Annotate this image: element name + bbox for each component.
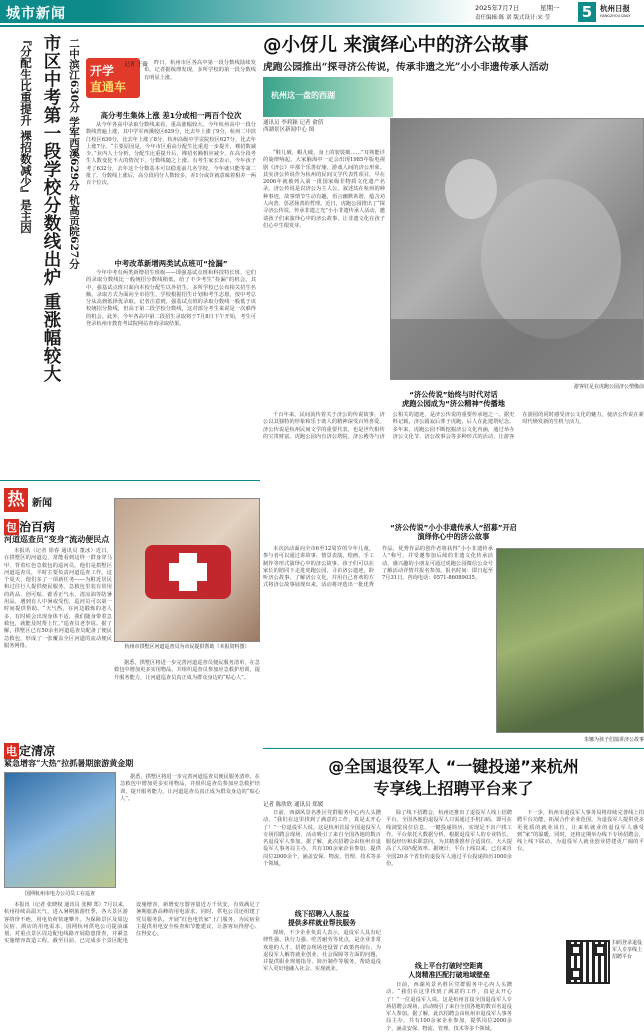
veteran-headline2: 专享线上招聘平台来了 xyxy=(373,779,534,798)
exam-sub2: 中考改革新增两类试点班可“捡漏” xyxy=(114,259,228,268)
page-number: 5 xyxy=(578,2,596,22)
legacy-sub2: “济公传说”小小非遗传承人“招募”开启 演绎你心中的济公故事 xyxy=(390,523,517,541)
hot-char: 热 xyxy=(4,488,28,512)
exam-vertical-headlines xyxy=(0,30,82,480)
hot-news-label xyxy=(4,488,84,512)
paper-name: 杭州日报 xyxy=(600,4,630,13)
veteran-bylines: 记者 陈欣欣 通讯员 郑媛 xyxy=(263,802,324,808)
hot-body2: 本报讯（记者 张晓权 通讯员 张柳 郑）7月以来，杭州持续高温天气，进入暑期旅游旺季，各大景区游客络绎不绝，用电负荷快速攀升。为保障景区及周边民宿、酒店的用电需求，国网杭州供电公司提前谋划，对重点景区周边配电线路开展隐患排查，并紧急实施增容改造工程。截至目前，已完成多个景区配电设施增容，新增变压器容量近万千伏安，有效满足了暑期旅游高峰的用电需求。同时，供电公司还组建了党员服务队，开展“红色电管家”上门服务，为民宿业主提供用电安全检查和节能建议，让游客玩得舒心、住得安心。 xyxy=(4,902,260,945)
hot-h1-sub: 河道巡查员“变身”流动便民点 xyxy=(4,534,110,544)
exam-subhead: 『分配生比重提升 裸招数减少』是主因 xyxy=(19,34,33,234)
legacy-banner-strip xyxy=(263,30,644,55)
veteran-headline1: @全国退役军人 “一键投递”来杭州 xyxy=(328,757,579,776)
veteran-body2: 现场，不少企业负责人表示，退役军人具有纪律性强、执行力强、吃苦耐劳等优点，是企业非常欢迎的人才。招聘会现场还设置了政策咨询台，为退役军人解答就业创业、社会保障等方面的问题，并提供职业规划指导、简历制作等服务，帮助退役军人更好地融入社会、实现就业。 xyxy=(263,930,381,973)
photo2-caption: 朱娜为孩子们演讲济公故事 xyxy=(583,737,644,743)
hot-sub: 新闻 xyxy=(32,498,52,509)
legacy-body1: 千百年来，民间流传着关于济公的传说故事，济公以其独特的形象和乐于助人的精神深受百姓喜爱。济公传说是杭州民间文学的重要代表，也是世代相传的宝贵财富。虎跑公园内有济公塔院、济公殿等与济公相关的遗迹，是济公传说的重要传承地之一。据史料记载，济公圆寂后葬于虎跑，后人在此建塔纪念。多年来，虎跑公园不断挖掘济公文化内涵，通过举办济公文化节、济公故事会等多种形式的活动，让游客在游园的同时感受济公文化的魅力，使济公传说在新时代焕发新的生机与活力。 xyxy=(263,412,644,440)
exam-body2: 今年中考有两类新增招生班级——即强基试点班和科技特长班，它们的录取分数线比一般统招分数线稍低，给了不少考生“捡漏”的机会。其中，强基试点班只面向本校分配生以外招生，多所学校已公布相关招生名额。录取方式为面向全市招生，学校根据招生计划和考生志愿，按中考总分从高到低择优录取。记者注意到，强基试点班的录取分数线一般低于该校统招分数线，但高于第二段学校分数线，这对部分考生来说是一次难得的机会。此外，今年各高中第二段招生录取将于7月8日下午开始，考生可登录杭州市教育考试院网站查询录取结果。 xyxy=(86,270,256,328)
veteran-sub1: 线下招聘入人报益 提供多样就业帮扶服务 xyxy=(288,910,356,927)
legacy-sub1: “济公传说”始终与时代对话 虎跑公园成为“济公精神”传播地 xyxy=(402,390,505,408)
h1-tag: 包 xyxy=(6,521,17,534)
statue-figure xyxy=(391,119,643,379)
hot-body1b: 据悉，拱墅区将进一步完善河道巡查员便民服务清单，在急救包中增加更多实用物品，并组织巡查员参加应急救护培训，提升服务能力，让河道巡查员真正成为群众身边的“贴心人”。 xyxy=(114,660,260,681)
veteran-body3b: 日前，西湖风景名胜区党群服务中心内人头攒动。“我们在这里找到了满意的工作，真是太开心了！”一位退役军人说。这是杭州首届全国退役军人专场招聘会现场，活动吸引了来自全国各地的数百名退役军人参加。据了解，此次招聘会由杭州市退役军人事务局主办，共有100余家企业参加，提供岗位2000余个，涵盖安保、物流、管理、技术等多个领域。 xyxy=(386,982,512,1032)
issue-weekday: 星期一 xyxy=(540,4,560,12)
legacy-headline: @小伢儿 来演绎心中的济公故事 xyxy=(263,35,529,56)
exam-byline: 记者 王薇 xyxy=(124,62,148,68)
veteran-sub2: 线上平台打破时空距离 人岗精准匹配打破地域壁垒 xyxy=(408,962,490,979)
storytelling-photo xyxy=(496,548,644,733)
h2-tag: 电 xyxy=(6,745,17,758)
westlake-strap xyxy=(263,77,393,117)
hot-body1: 本报讯（记者 徐春 通讯员 董冰）近日，在拱墅区的河道边，常能看到这样一群身穿马甲、背着红色急救包的巡河员。他们是拱墅区河道巡查员，平时主要负责河道巡查工作。这个夏天，他们多了一项新任务——为附近居民和过往行人提供便民服务。急救包里装有常用的药品、创可贴、藿香正气水、清凉油等防暑用品，遇到有人中暑或受伤，巡河员可以第一时间提供帮助。“天气热，在河边锻炼的老人多，有时候会出现身体不适，我们随身带着急救包，就能及时帮上忙。”巡查员老李说。据了解，拱墅区已有50余名河道巡查员配备了便民急救包，形成了一张覆盖全区河道的流动便民服务网络。 xyxy=(4,548,112,649)
badge-bottom: 直通车 xyxy=(90,80,127,94)
veteran-body1: 日前，西湖风景名胜区党群服务中心内人头攒动。“我们在这里找到了满意的工作，真是太开心了！”一位退役军人说。这是杭州首届全国退役军人专场招聘会现场，活动吸引了来自全国各地的数百名退役军人参加。据了解，此次招聘会由杭州市退役军人事务局主办，共有100余家企业参加，提供岗位2000余个，涵盖安保、物流、管理、技术等多个领域。 xyxy=(263,810,381,868)
hot-photo-caption: 杭州市拱墅区河道巡查员为市民提供帮助（本报资料图） xyxy=(124,644,250,650)
editor-credits: 责任编辑:陈 诺 版式设计:宋 莹 xyxy=(475,15,550,21)
veteran-body4: 下一步，杭州市退役军人事务局将持续完善线上招聘平台功能，拓展合作企业范围，为退役军人提供更多更优质的就业岗位，让来杭就业的退役军人感受到“家”的温暖。同时，还将定期举办线下专场招聘会，线上线下联动，为退役军人就业创业搭建更广阔的平台。 xyxy=(517,810,644,853)
badge-top: 开学 xyxy=(90,64,115,78)
exam-lead: 昨日，杭州市区各高中第一段分数线陆续发布。记者据梳理发现，多所学校的第一段分数线有明显上涨。 xyxy=(144,60,256,81)
exam-deck: 二中滨江630分 学军西溪629分 杭高贡院627分 xyxy=(68,38,80,269)
legacy-body2: 本次活动面向全市6至12周岁的少年儿童，参与者可以通过讲故事、情景表演、绘画、手工制作等形式演绎心中的济公故事。孩子们可以在家长的陪同下走进虎跑公园，寻访济公遗迹，聆听济公故事，了解济公文化，并用自己喜欢的方式将济公故事展现出来。活动将评选出一批优秀作品，优秀作品的创作者将获得“小小非遗传承人”称号，并受邀参加后续的非遗文化传承活动。感兴趣的小朋友可通过虎跑公园微信公众号了解活动详情并报名参加。报名时间：即日起至7月31日。咨询电话：0571-86089035。 xyxy=(263,546,493,589)
veteran-body3: 除了线下招聘会，杭州还推出了退役军人线上招聘平台。全国各地的退役军人只需通过手机扫码，即可在线浏览岗位信息、一键投递简历，实现足不出户找工作。平台依托大数据分析，根据退役军人的专业特长、服役经历和求职意向，为其精准推荐合适岗位，大大提高了人岗匹配效率。据统计，平台上线以来，已有来自全国20多个省份的退役军人通过平台投递简历1000余份。 xyxy=(386,810,512,868)
recruit-qr-code[interactable] xyxy=(566,940,610,984)
exam-headline: 市区中考第一段学校分数线出炉 重涨幅较大 xyxy=(41,34,61,383)
legacy-bylines: 通讯员 李莉颖 记者 俞倩 西湖景区新闻中心 图 xyxy=(263,120,324,133)
hot-body2-right: 据悉，拱墅区将进一步完善河道巡查员便民服务清单，在急救包中增加更多实用物品，并组织巡查员参加应急救护培训，提升服务能力，让河道巡查员真正成为群众身边的“贴心人”。 xyxy=(120,774,260,802)
legacy-deck: 虎跑公园推出“探寻济公传说，传承非遗之光”小小非遗传承人活动 xyxy=(263,62,549,73)
jigong-statue-photo xyxy=(390,118,644,380)
section-tab xyxy=(0,0,100,23)
h2-text: 定清凉 xyxy=(19,744,56,758)
h1-text: 治百病 xyxy=(19,520,56,534)
hot-h2-sub: 紧急增容“大热”拉抓暑期旅游黄金期 xyxy=(4,758,134,768)
exam-sub1: 高分考生集体上涨 差1分或相一两百个位次 xyxy=(100,111,242,120)
qr-caption: 扫码登录退役军人专享线上招聘平台 xyxy=(612,940,643,960)
paper-en: HANGZHOU DAILY xyxy=(600,14,631,18)
legacy-intro: “鞋儿破，帽儿破，身上的袈裟破……”耳熟能详的旋律响起，大家脑海中一定会出现1985年版电视剧《济公》中那个乐善好施、游戏人间的济公形象。其实济公传说作为杭州的民间文学代表性项目，早在2006年就被列入第一批国家级非物质文化遗产名录。济公传说是以济公为主人公，叙述其在杭州的种种事迹，故事情节生动有趣，语言幽默诙谐，蕴含劝人向善、惩恶扬善的哲理。近日，虎跑公园推出了“探寻济公传说，传承非遗之光”小小非遗传承人活动，邀请孩子们来演绎心中的济公故事，让非遗文化在孩子们心中生根发芽。 xyxy=(263,150,385,229)
first-aid-kit-photo xyxy=(114,498,260,642)
first-aid-bag xyxy=(115,499,259,641)
power-worker-photo xyxy=(4,772,116,888)
hot-h2 xyxy=(4,740,154,756)
section-name: 城市新闻 xyxy=(6,6,66,22)
issue-date: 2025年7月7日 xyxy=(475,4,520,12)
photo-caption: 游客驻足在虎跑公园济公塑像前 xyxy=(573,384,644,390)
page-header xyxy=(0,0,644,27)
strap-text: 杭州这一盘的西湖 xyxy=(271,90,335,100)
hot-photo2-caption: 国网杭州市电力公司员工在巡查 xyxy=(24,891,95,897)
exam-body1: 从今年各高中录取分数线来看，重高涨幅较大。今年杭州高中一段分数线普遍上涨，其中学军西溪校区629分，比去年上涨了9分，杭州二中滨江校区630分，比去年上涨了8分，杭州高级中学贡院校区627分，比去年上涨7分。“主要原因是，今年市区重高分配生比重进一步提升，裸招数减少。”业内人士分析，分配生比重提升后，裸招名额相应减少，在高分段考生人数变化不大的情况下，分数线随之上涨。有考生家长表示，今年孩子考了632分，去年这个分数基本可以稳进前几名学校，今年就只能等第二批了。分数线上涨后，高分段同分人数较多，差1分或许就意味着相差一两百个位次。 xyxy=(86,122,256,187)
